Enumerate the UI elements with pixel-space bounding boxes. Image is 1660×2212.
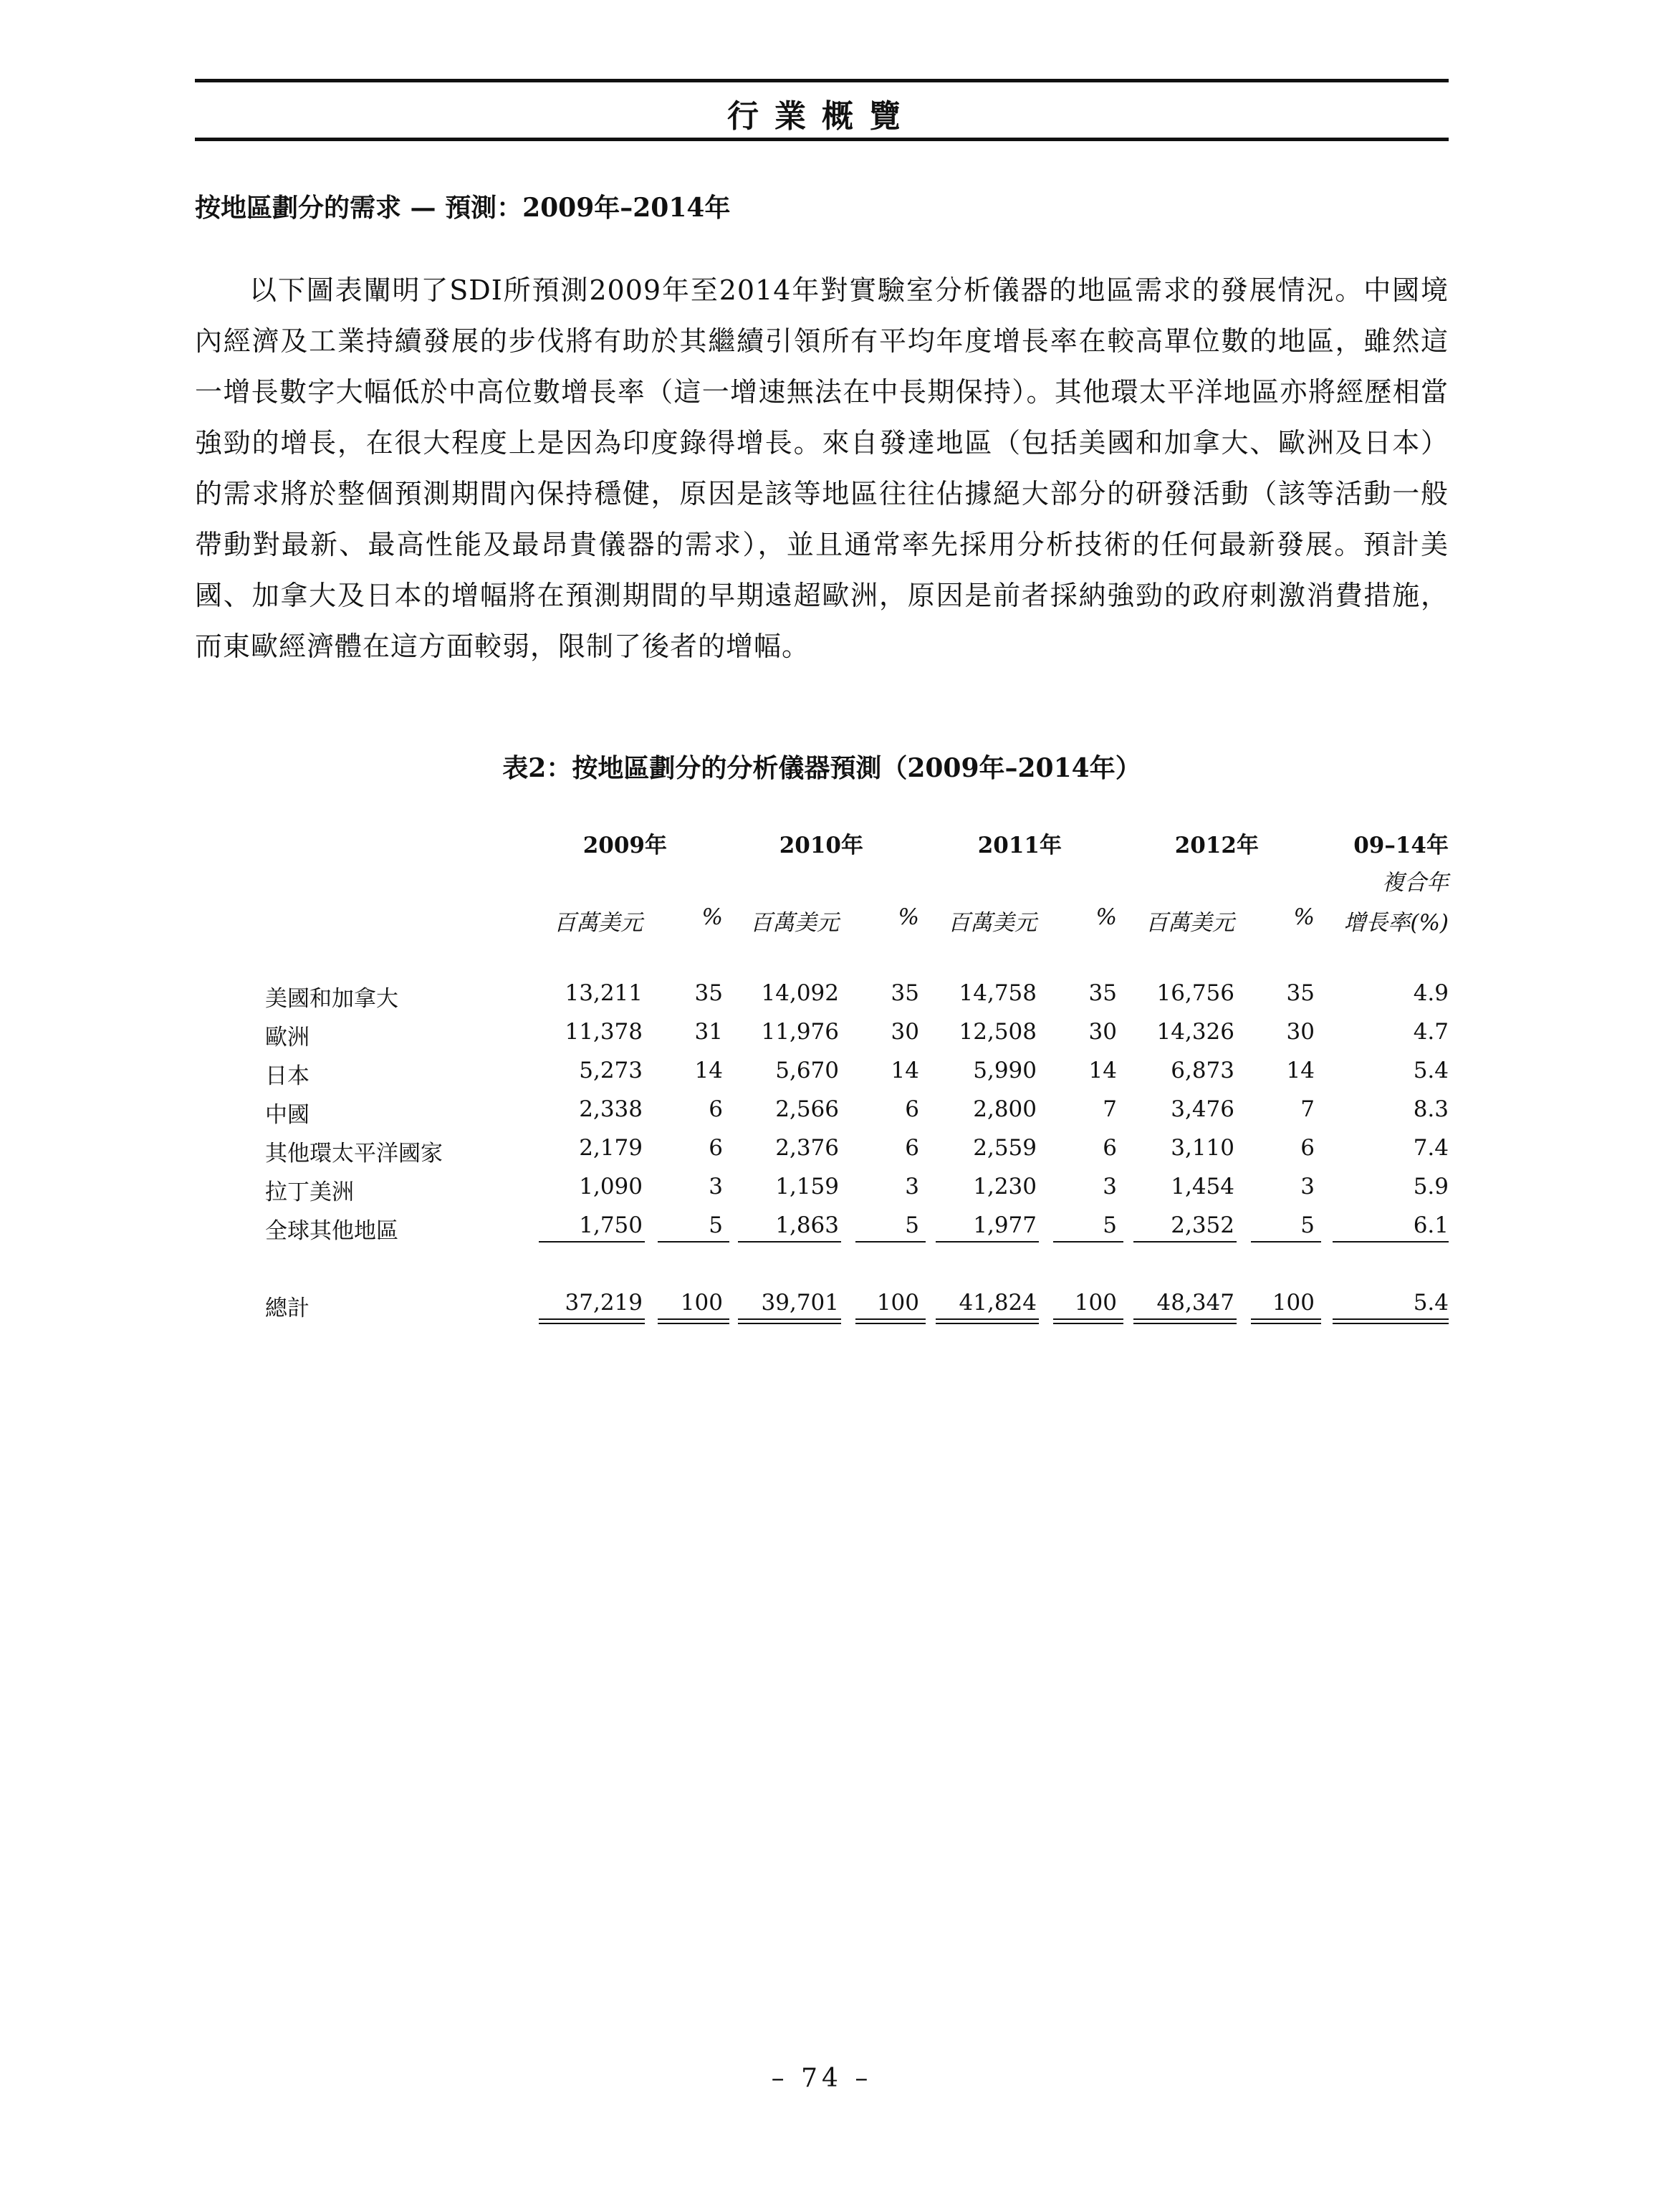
table-cell: 12,508: [959, 1019, 1037, 1045]
table-cell: 1,863: [775, 1212, 839, 1238]
subtotal-underline: [1053, 1241, 1123, 1243]
cagr-header-line3: 增長率(%): [1343, 910, 1449, 936]
table-cell: 5,273: [579, 1058, 643, 1083]
table-cell: 13,211: [565, 980, 643, 1006]
total-cell: 100: [1074, 1290, 1117, 1316]
table-cell: 7.4: [1413, 1135, 1449, 1161]
table-cell: 6,873: [1171, 1058, 1234, 1083]
year-header-2012: 2012年: [1174, 833, 1259, 858]
total-double-underline: [1053, 1318, 1123, 1324]
table-cell: 11,378: [565, 1019, 643, 1045]
total-cell: 100: [1272, 1290, 1315, 1316]
table-cell: 2,800: [973, 1096, 1037, 1122]
table-cell: 30: [891, 1019, 919, 1045]
pct-label-2012: %: [1293, 904, 1315, 930]
table-cell: 1,090: [579, 1174, 643, 1200]
table-title: 表2：按地區劃分的分析儀器預測（2009年–2014年）: [502, 753, 1141, 783]
total-cell: 100: [680, 1290, 723, 1316]
table-cell: 6: [1103, 1135, 1117, 1161]
total-cell: 41,824: [959, 1290, 1037, 1316]
cagr-header-line2: 複合年: [1382, 870, 1449, 896]
unit-label-2011: 百萬美元: [948, 910, 1037, 936]
subtotal-underline: [658, 1241, 729, 1243]
row-label: 全球其他地區: [265, 1218, 398, 1244]
unit-label-2009: 百萬美元: [554, 910, 643, 936]
pct-label-2011: %: [1095, 904, 1117, 930]
table-cell: 6: [1300, 1135, 1315, 1161]
table-cell: 14,758: [959, 980, 1037, 1006]
total-row-label: 總計: [265, 1296, 310, 1321]
table-cell: 1,977: [973, 1212, 1037, 1238]
subtotal-underline: [936, 1241, 1039, 1243]
header-top-rule: [195, 79, 1449, 82]
total-double-underline: [539, 1318, 645, 1324]
header-bottom-rule: [195, 138, 1449, 141]
table-cell: 8.3: [1413, 1096, 1449, 1122]
table-cell: 35: [694, 980, 723, 1006]
table-cell: 3: [1103, 1174, 1117, 1200]
row-label: 中國: [265, 1102, 310, 1128]
table-cell: 2,559: [973, 1135, 1037, 1161]
table-cell: 5: [1103, 1212, 1117, 1238]
table-cell: 14,092: [761, 980, 839, 1006]
table-cell: 5: [905, 1212, 919, 1238]
table-cell: 5: [709, 1212, 723, 1238]
year-header-2009: 2009年: [582, 833, 667, 858]
subtotal-underline: [855, 1241, 926, 1243]
pct-label-2010: %: [898, 904, 919, 930]
row-label: 拉丁美洲: [265, 1179, 354, 1205]
table-cell: 7: [1300, 1096, 1315, 1122]
page-number: – 74 –: [771, 2064, 873, 2093]
total-cell: 5.4: [1413, 1290, 1449, 1316]
total-cell: 100: [876, 1290, 919, 1316]
unit-label-2010: 百萬美元: [750, 910, 839, 936]
total-cell: 37,219: [565, 1290, 643, 1316]
table-cell: 4.7: [1413, 1019, 1449, 1045]
table-cell: 11,976: [761, 1019, 839, 1045]
pct-label-2009: %: [701, 904, 723, 930]
table-cell: 7: [1103, 1096, 1117, 1122]
table-cell: 3: [709, 1174, 723, 1200]
body-paragraph: 以下圖表闡明了SDI所預測2009年至2014年對實驗室分析儀器的地區需求的發展情況。中國境內經濟及工業持續發展的步伐將有助於其繼續引領所有平均年度增長率在較高單位數的地區，雖然這一增長數字大幅低於中高位數增長率（這一增速無法在中長期保持）。其他環太平洋地區亦將經歷相當強勁的增長，在很大程度上是因為印度錄得增長。來自發達地區（包括美國和加拿大、歐洲及日本）的需求將於整個預測期間內保持穩健，原因是該等地區往往佔據絕大部分的研發活動（該等活動一般帶動對最新、最高性能及最昂貴儀器的需求），並且通常率先採用分析技術的任何最新發展。預計美國、加拿大及日本的增幅將在預測期間的早期遠超歐洲，原因是前者採納強勁的政府刺激消費措施，而東歐經濟體在這方面較弱，限制了後者的增幅。: [195, 274, 1449, 662]
row-label: 其他環太平洋國家: [265, 1141, 443, 1167]
table-cell: 14,326: [1156, 1019, 1234, 1045]
table-cell: 6: [709, 1096, 723, 1122]
table-cell: 16,756: [1156, 980, 1234, 1006]
table-cell: 2,338: [579, 1096, 643, 1122]
total-double-underline: [658, 1318, 729, 1324]
table-cell: 5,670: [775, 1058, 839, 1083]
table-cell: 6: [709, 1135, 723, 1161]
table-cell: 35: [1088, 980, 1117, 1006]
total-double-underline: [936, 1318, 1039, 1324]
total-cell: 39,701: [761, 1290, 839, 1316]
total-double-underline: [1251, 1318, 1321, 1324]
table-cell: 5.4: [1413, 1058, 1449, 1083]
table-cell: 1,230: [973, 1174, 1037, 1200]
table-cell: 14: [694, 1058, 723, 1083]
subtotal-underline: [1333, 1241, 1449, 1243]
table-cell: 4.9: [1413, 980, 1449, 1006]
table-cell: 30: [1088, 1019, 1117, 1045]
section-title: 按地區劃分的需求 — 預測：2009年–2014年: [195, 193, 731, 223]
table-cell: 35: [891, 980, 919, 1006]
table-cell: 5,990: [973, 1058, 1037, 1083]
subtotal-underline: [1133, 1241, 1237, 1243]
row-label: 日本: [265, 1063, 310, 1089]
total-double-underline: [1133, 1318, 1237, 1324]
table-cell: 14: [891, 1058, 919, 1083]
year-header-2010: 2010年: [779, 833, 863, 858]
table-cell: 2,376: [775, 1135, 839, 1161]
table-cell: 6.1: [1413, 1212, 1449, 1238]
table-cell: 3,110: [1171, 1135, 1234, 1161]
total-double-underline: [855, 1318, 926, 1324]
table-cell: 1,750: [579, 1212, 643, 1238]
table-cell: 30: [1286, 1019, 1315, 1045]
table-cell: 2,352: [1171, 1212, 1234, 1238]
page-header-title: 行業概覽: [727, 98, 916, 135]
table-cell: 2,179: [579, 1135, 643, 1161]
table-cell: 1,159: [775, 1174, 839, 1200]
table-cell: 3,476: [1171, 1096, 1234, 1122]
table-cell: 14: [1088, 1058, 1117, 1083]
table-cell: 5.9: [1413, 1174, 1449, 1200]
table-cell: 14: [1286, 1058, 1315, 1083]
table-cell: 35: [1286, 980, 1315, 1006]
table-cell: 6: [905, 1135, 919, 1161]
year-header-2011: 2011年: [977, 833, 1062, 858]
table-cell: 3: [905, 1174, 919, 1200]
table-cell: 2,566: [775, 1096, 839, 1122]
row-label: 美國和加拿大: [265, 986, 398, 1012]
subtotal-underline: [738, 1241, 841, 1243]
cagr-header-line1: 09–14年: [1353, 833, 1449, 858]
table-cell: 5: [1300, 1212, 1315, 1238]
unit-label-2012: 百萬美元: [1146, 910, 1234, 936]
table-cell: 6: [905, 1096, 919, 1122]
total-cell: 48,347: [1156, 1290, 1234, 1316]
table-cell: 31: [694, 1019, 723, 1045]
row-label: 歐洲: [265, 1025, 310, 1050]
table-cell: 3: [1300, 1174, 1315, 1200]
subtotal-underline: [539, 1241, 645, 1243]
total-double-underline: [1333, 1318, 1449, 1324]
total-double-underline: [738, 1318, 841, 1324]
table-cell: 1,454: [1171, 1174, 1234, 1200]
subtotal-underline: [1251, 1241, 1321, 1243]
